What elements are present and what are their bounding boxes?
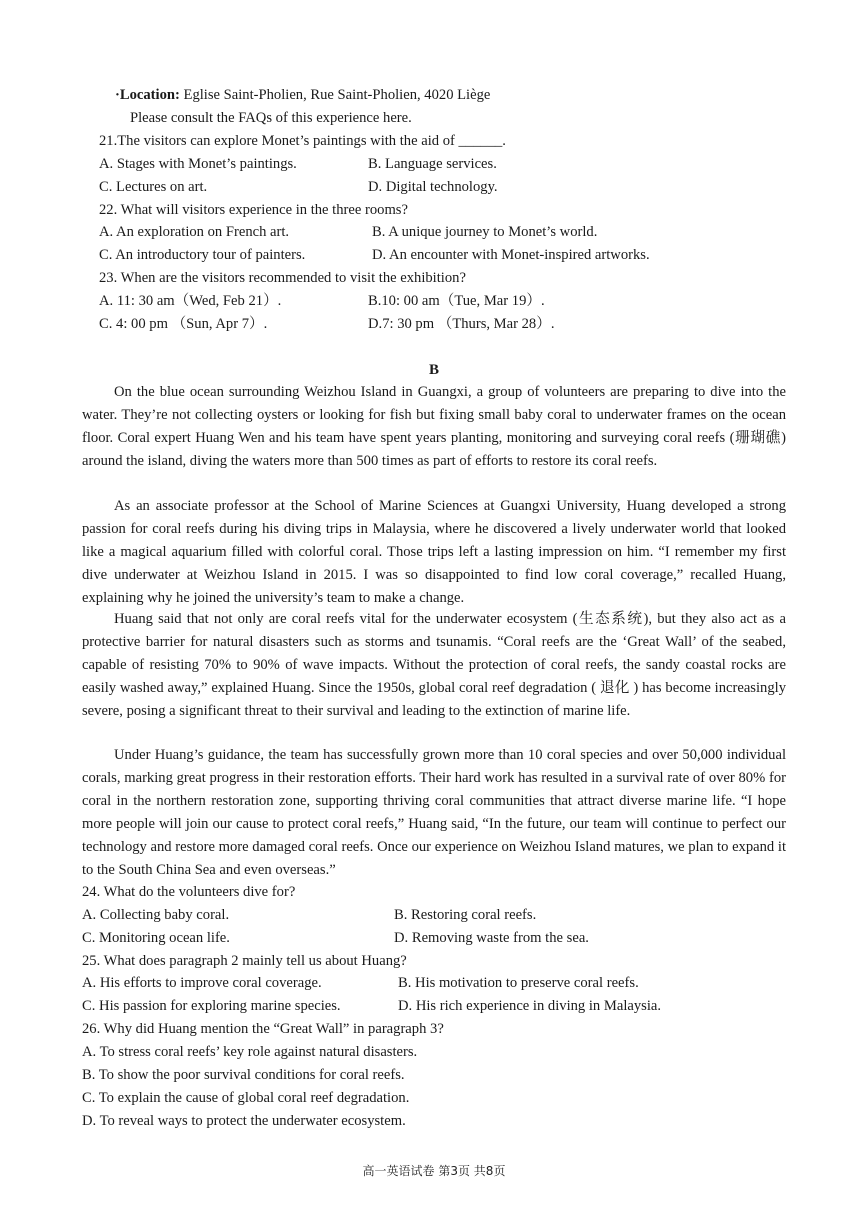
question-stem: 24. What do the volunteers dive for? xyxy=(82,884,296,900)
option: B. A unique journey to Monet’s world. xyxy=(372,224,598,240)
location-line xyxy=(115,84,490,107)
option: B. His motivation to preserve coral reefs. xyxy=(398,975,639,991)
location-label: ·Location: xyxy=(115,87,180,103)
option: C. Monitoring ocean life. xyxy=(82,930,230,946)
option: A. Stages with Monet’s paintings. xyxy=(99,156,297,172)
paragraph: Under Huang’s guidance, the team has successfully grown more than 10 coral species and over 50,000 individual corals, marking great progress in their restoration efforts. Their hard work has resulted in a survival rate of over 80% for coral in the northern restoration zone, supporting thriving coral communities that attract diverse marine life. “I hope more people will join our cause to protect coral reefs,” Huang said, “In the future, our team will continue to perfect our technology and restore more damaged coral reefs. Once our experience on Weizhou Island matures, we plan to expand it to the South China Sea and even overseas.” xyxy=(82,747,786,878)
section-heading: B xyxy=(428,362,439,378)
question-stem: 26. Why did Huang mention the “Great Wall” in paragraph 3? xyxy=(82,1021,444,1037)
location-value: Eglise Saint-Pholien, Rue Saint-Pholien, 4020 Liège xyxy=(179,87,491,103)
option: B. Restoring coral reefs. xyxy=(394,907,537,923)
option: D. To reveal ways to protect the underwater ecosystem. xyxy=(82,1113,406,1129)
question-stem: 22. What will visitors experience in the three rooms? xyxy=(99,202,408,218)
option: C. 4: 00 pm （Sun, Apr 7）. xyxy=(99,316,268,332)
option: C. An introductory tour of painters. xyxy=(99,247,306,263)
page-footer: 高一英语试卷 第3页 共8页 xyxy=(362,1164,506,1178)
question-stem: 21.The visitors can explore Monet’s paintings with the aid of ______. xyxy=(99,133,506,149)
option: D. Digital technology. xyxy=(368,179,498,195)
option: C. Lectures on art. xyxy=(99,179,208,195)
option: C. To explain the cause of global coral reef degradation. xyxy=(82,1090,410,1106)
option: A. An exploration on French art. xyxy=(99,224,290,240)
option: D. His rich experience in diving in Malaysia. xyxy=(398,998,662,1014)
paragraph: Huang said that not only are coral reefs vital for the underwater ecosystem (生态系统), but they also act as a protective barrier for natural disasters such as storms and tsunamis. “Coral reefs are the ‘Great Wall’ of the seabed, capable of resisting 70% to 90% of wave impacts. Without the protection of coral reefs, the sandy coastal rocks are easily washed away,” explained Huang. Since the 1950s, global coral reef degradation ( 退化 ) has become increasingly severe, posing a significant threat to their survival and leading to the extinction of marine life. xyxy=(82,611,786,719)
question-stem: 23. When are the visitors recommended to visit the exhibition? xyxy=(99,270,466,286)
option: A. Collecting baby coral. xyxy=(82,907,230,923)
option: D. Removing waste from the sea. xyxy=(394,930,589,946)
option: B. Language services. xyxy=(368,156,497,172)
option: D. An encounter with Monet-inspired artworks. xyxy=(372,247,650,263)
question-stem: 25. What does paragraph 2 mainly tell us about Huang? xyxy=(82,953,407,969)
option: B. To show the poor survival conditions for coral reefs. xyxy=(82,1067,405,1083)
option: C. His passion for exploring marine species. xyxy=(82,998,341,1014)
faq-note: Please consult the FAQs of this experience here. xyxy=(130,110,412,126)
option: A. His efforts to improve coral coverage. xyxy=(82,975,322,991)
option: A. To stress coral reefs’ key role against natural disasters. xyxy=(82,1044,418,1060)
paragraph: As an associate professor at the School of Marine Sciences at Guangxi University, Huang developed a strong passion for coral reefs during his diving trips in Malaysia, where he discovered a lively underwater world that looked like a magical aquarium filled with colorful coral. Those trips left a lasting impression on him. “I remember my first dive underwater at Weizhou Island in 2015. I was so disappointed to find low coral coverage,” recalled Huang, explaining why he joined the university’s team to make a change. xyxy=(82,498,786,606)
option: B.10: 00 am（Tue, Mar 19）. xyxy=(368,293,545,309)
option: D.7: 30 pm （Thurs, Mar 28）. xyxy=(368,316,555,332)
option: A. 11: 30 am（Wed, Feb 21）. xyxy=(99,293,282,309)
paragraph: On the blue ocean surrounding Weizhou Island in Guangxi, a group of volunteers are preparing to dive into the water. They’re not collecting oysters or looking for fish but fixing small baby coral to underwater frames on the ocean floor. Coral expert Huang Wen and his team have spent years planting, monitoring and surveying coral reefs (珊瑚礁) around the island, diving the waters more than 500 times as part of efforts to restore its coral reefs. xyxy=(82,384,786,469)
